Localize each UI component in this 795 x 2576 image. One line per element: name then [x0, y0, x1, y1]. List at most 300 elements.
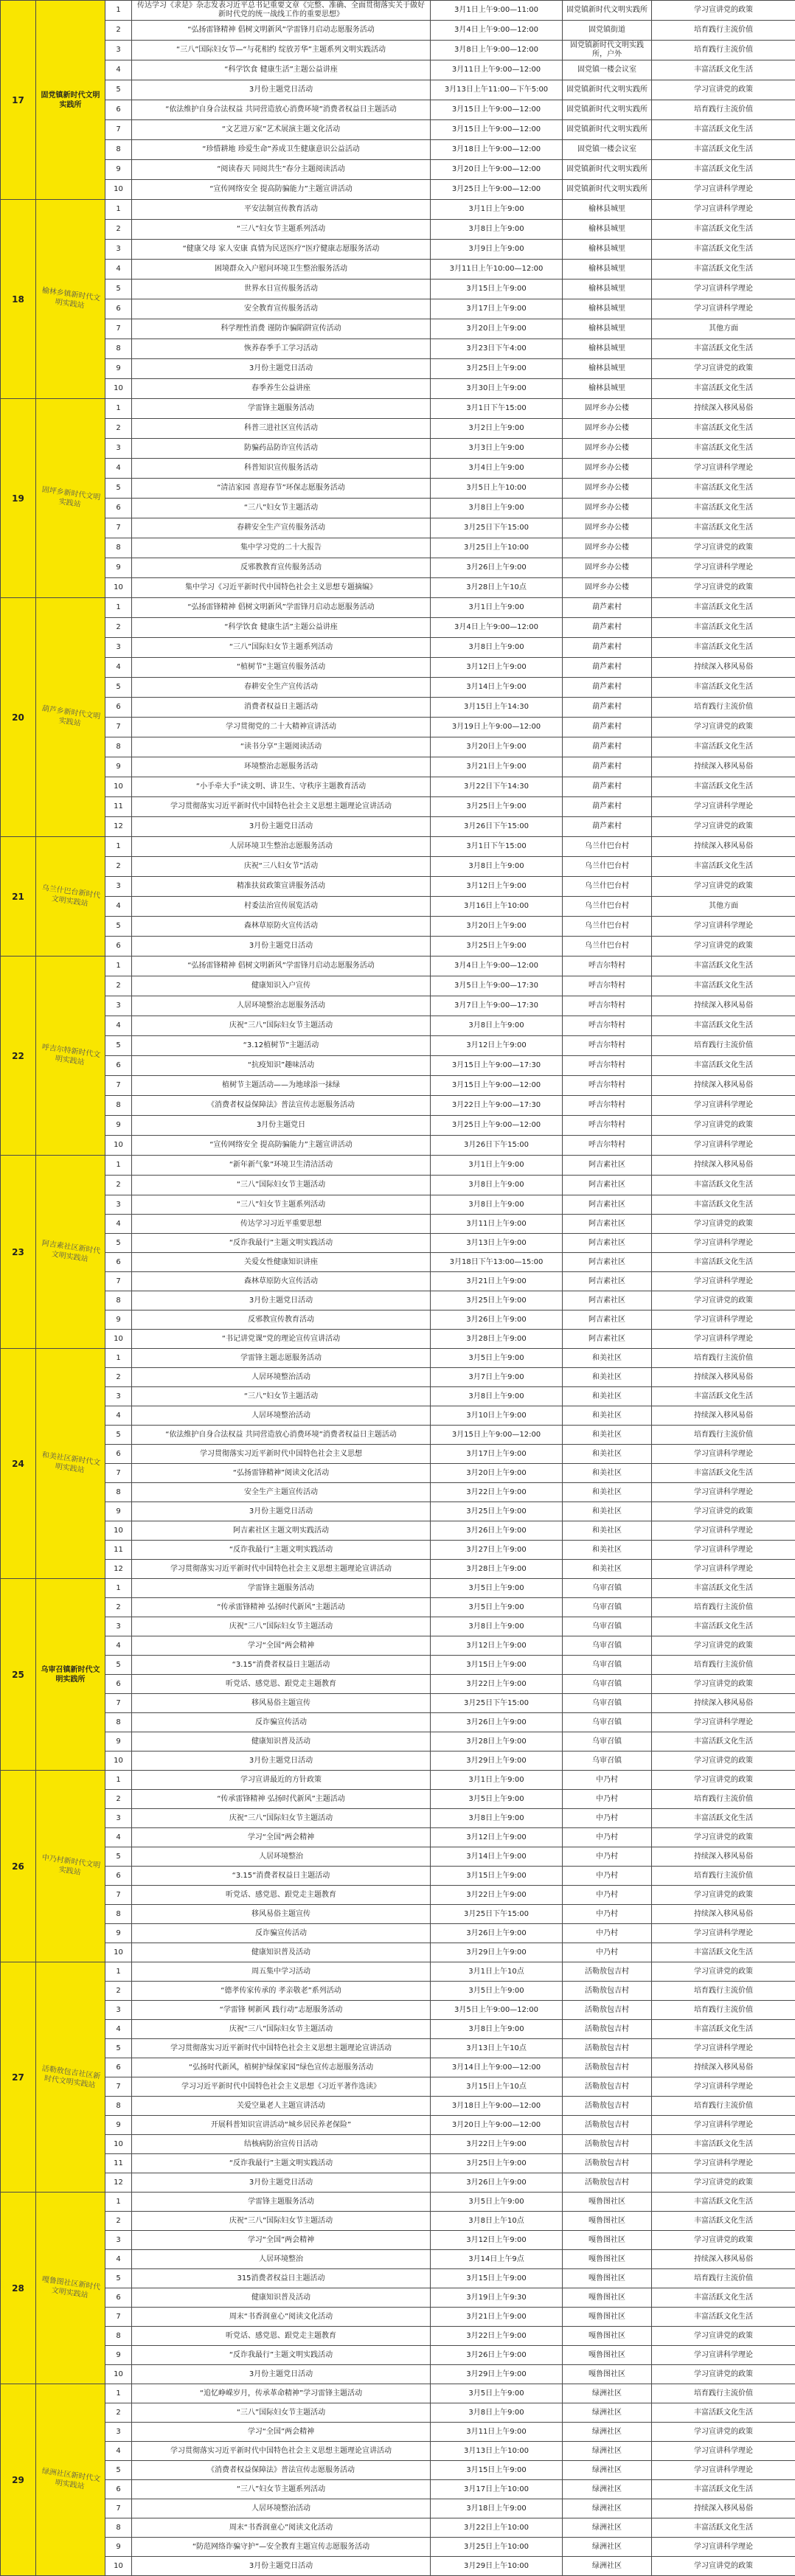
table-row	[1, 1483, 795, 1502]
activity-time: 3月16日上午10:00	[431, 897, 563, 917]
activity-category: 学习宣讲党的政策	[652, 1, 795, 21]
activity-category: 持续深入移风易俗	[652, 1847, 795, 1867]
activity-location: 绿洲社区	[563, 2499, 652, 2518]
item-index: 2	[105, 618, 132, 638]
activity-time: 3月15日上午9:00—12:00	[431, 100, 563, 120]
activity-category: 丰富活跃文化生活	[652, 339, 795, 359]
item-index: 6	[105, 937, 132, 957]
activity-category: 持续深入移风易俗	[652, 1156, 795, 1176]
table-row	[1, 1636, 795, 1656]
activity-location: 和美社区	[563, 1541, 652, 1560]
activity-location: 呼吉尔特村	[563, 1036, 652, 1056]
item-index: 9	[105, 160, 132, 180]
item-index: 1	[105, 837, 132, 857]
table-row	[1, 1982, 795, 2001]
table-row	[1, 1116, 795, 1136]
group-number: 27	[1, 1962, 36, 2193]
activity-location: 葫芦素村	[563, 757, 652, 777]
activity-name: 关爱女性健康知识讲座	[132, 1253, 431, 1272]
item-index: 9	[105, 2116, 132, 2135]
activity-category: 丰富活跃文化生活	[652, 777, 795, 797]
item-index: 10	[105, 578, 132, 598]
item-index: 1	[105, 2193, 132, 2212]
activity-location: 乌审召镇	[563, 1598, 652, 1617]
activity-name: “弘扬雷锋精神 倡树文明新风”学雷锋月启动志愿服务活动	[132, 21, 431, 41]
item-index: 9	[105, 2346, 132, 2365]
activity-category: 持续深入移风易俗	[652, 996, 795, 1016]
activity-category: 其他方面	[652, 897, 795, 917]
activity-category: 学习宣讲科学理论	[652, 280, 795, 299]
activity-name: 反诈骗宣传活动	[132, 1713, 431, 1732]
activity-time: 3月5日上午9:00	[431, 1598, 563, 1617]
table-row	[1, 319, 795, 339]
station-name-text: 呼吉尔特新时代文明实践站	[40, 1042, 102, 1069]
activity-category: 丰富活跃文化生活	[652, 439, 795, 459]
activity-category: 丰富活跃文化生活	[652, 1579, 795, 1598]
station-name-text: 绿洲社区新时代文明实践站	[40, 2466, 102, 2493]
activity-location: 固党镇新时代文明实践所	[563, 100, 652, 120]
table-row	[1, 817, 795, 837]
table-row	[1, 120, 795, 140]
activity-category: 丰富活跃文化生活	[652, 479, 795, 499]
activity-category: 持续深入移风易俗	[652, 1694, 795, 1713]
activity-name: 反诈骗宣传活动	[132, 1924, 431, 1943]
activity-time: 3月29日上午9:00	[431, 2365, 563, 2384]
table-row	[1, 1176, 795, 1195]
activity-time: 3月5日上午9:00	[431, 1790, 563, 1809]
activity-time: 3月7日上午9:00—17:30	[431, 996, 563, 1016]
group-number: 24	[1, 1349, 36, 1579]
activity-location: 呼吉尔特村	[563, 996, 652, 1016]
item-index: 9	[105, 558, 132, 578]
item-index: 3	[105, 240, 132, 260]
activity-time: 3月5日上午9:00	[431, 2384, 563, 2403]
activity-time: 3月9日上午9:00	[431, 240, 563, 260]
activity-name: “宣传网络安全 提高防骗能力”主题宣讲活动	[132, 1136, 431, 1156]
activity-time: 3月8日上午9:00	[431, 1195, 563, 1215]
activity-name: 反邪教宣传教育活动	[132, 1310, 431, 1330]
activity-name: 安全教育宣传服务活动	[132, 299, 431, 319]
schedule-body	[1, 1, 795, 2576]
activity-time: 3月13日上午10:00	[431, 2442, 563, 2461]
item-index: 6	[105, 2288, 132, 2308]
activity-name: “3.15”消费者权益日主题活动	[132, 1656, 431, 1675]
activity-location: 呼吉尔特村	[563, 1076, 652, 1096]
item-index: 1	[105, 1156, 132, 1176]
item-index: 3	[105, 2423, 132, 2442]
activity-name: 3月份主题党日活动	[132, 1291, 431, 1310]
table-row	[1, 2135, 795, 2154]
item-index: 6	[105, 1867, 132, 1886]
activity-name: 结核病防治宣传日活动	[132, 2135, 431, 2154]
item-index: 8	[105, 1096, 132, 1116]
item-index: 3	[105, 1387, 132, 1406]
activity-name: “弘扬雷锋精神 倡树文明新风”学雷锋月启动志愿服务活动	[132, 957, 431, 976]
activity-time: 3月29日上午10:00	[431, 2557, 563, 2576]
activity-location: 葫芦素村	[563, 737, 652, 757]
activity-name: 3月份主题党日活动	[132, 80, 431, 100]
activity-time: 3月20日上午9:00	[431, 737, 563, 757]
activity-time: 3月15日上午9:00	[431, 2269, 563, 2288]
activity-time: 3月19日上午9:30	[431, 2288, 563, 2308]
activity-location: 阿吉素社区	[563, 1195, 652, 1215]
table-row	[1, 2327, 795, 2346]
activity-time: 3月5日上午9:00—17:30	[431, 976, 563, 996]
table-row	[1, 757, 795, 777]
station-name-text: 葫芦乡新时代文明实践站	[40, 704, 102, 731]
activity-name: 健康知识入户宣传	[132, 976, 431, 996]
activity-location: 乌审召镇	[563, 1713, 652, 1732]
activity-time: 3月22日下午14:30	[431, 777, 563, 797]
activity-name: 学习贯彻落实习近平新时代中国特色社会主义思想主题理论宣讲活动	[132, 2442, 431, 2461]
activity-location: 榆林县城里	[563, 359, 652, 379]
table-row	[1, 299, 795, 319]
table-row	[1, 1579, 795, 1598]
activity-time: 3月20日上午9:00	[431, 917, 563, 937]
activity-name: 春耕安全生产宣传活动	[132, 678, 431, 698]
table-row	[1, 518, 795, 538]
item-index: 9	[105, 1502, 132, 1521]
activity-location: 榆林县城里	[563, 379, 652, 399]
activity-category: 学习宣讲科学理论	[652, 1330, 795, 1349]
table-row	[1, 957, 795, 976]
activity-name: 春耕安全生产宣传服务活动	[132, 518, 431, 538]
activity-category: 学习宣讲科学理论	[652, 1713, 795, 1732]
activity-category: 学习宣讲科学理论	[652, 1136, 795, 1156]
activity-location: 乌审召镇	[563, 1675, 652, 1694]
activity-category: 学习宣讲党的政策	[652, 359, 795, 379]
activity-category: 丰富活跃文化生活	[652, 1176, 795, 1195]
activity-category: 持续深入移风易俗	[652, 399, 795, 419]
item-index: 8	[105, 2097, 132, 2116]
activity-name: “科学饮食 健康生活”主题公益讲座	[132, 618, 431, 638]
activity-name: 学习贯彻落实习近平新时代中国特色社会主义思想主题理论宣讲活动	[132, 797, 431, 817]
activity-category: 学习宣讲党的政策	[652, 538, 795, 558]
station-name	[36, 1771, 105, 1962]
activity-location: 榆林县城里	[563, 240, 652, 260]
activity-name: “三八”妇女节主题活动	[132, 1387, 431, 1406]
activity-time: 3月4日上午9:00	[431, 459, 563, 479]
activity-category: 学习宣讲科学理论	[652, 200, 795, 220]
activity-time: 3月1日上午10点	[431, 1962, 563, 1982]
item-index: 10	[105, 1521, 132, 1541]
group-number: 21	[1, 837, 36, 957]
activity-category: 学习宣讲党的政策	[652, 2365, 795, 2384]
activity-location: 葫芦素村	[563, 718, 652, 737]
item-index: 7	[105, 2308, 132, 2327]
activity-category: 丰富活跃文化生活	[652, 2212, 795, 2231]
activity-name: “三八”国际妇女节主题活动	[132, 2403, 431, 2423]
activity-time: 3月8日上午9:00	[431, 638, 563, 658]
activity-name: 庆祝“三八”国际妇女节主题活动	[132, 1617, 431, 1636]
activity-location: 绿洲社区	[563, 2538, 652, 2557]
activity-category: 学习宣讲科学理论	[652, 2442, 795, 2461]
activity-location: 中乃村	[563, 1828, 652, 1847]
activity-location: 和美社区	[563, 1502, 652, 1521]
activity-time: 3月18日上午9:00	[431, 2499, 563, 2518]
activity-time: 3月25日下午15:00	[431, 1694, 563, 1713]
activity-time: 3月20日上午9:00	[431, 319, 563, 339]
activity-location: 固党镇新时代文明实践所	[563, 160, 652, 180]
activity-time: 3月8日上午9:00	[431, 1617, 563, 1636]
activity-location: 乌审召镇	[563, 1617, 652, 1636]
item-index: 7	[105, 1076, 132, 1096]
activity-location: 固党镇新时代文明实践所，户外	[563, 41, 652, 60]
activity-category: 学习宣讲科学理论	[652, 299, 795, 319]
activity-time: 3月8日上午9:00	[431, 1387, 563, 1406]
activity-location: 呼吉尔特村	[563, 957, 652, 976]
item-index: 7	[105, 1464, 132, 1483]
activity-category: 培育践行主流价值	[652, 1656, 795, 1675]
activity-location: 乌审召镇	[563, 1579, 652, 1598]
item-index: 6	[105, 698, 132, 718]
activity-name: 学习“全国”两会精神	[132, 2423, 431, 2442]
activity-name: 人居环境整治	[132, 2250, 431, 2269]
activity-location: 榆林县城里	[563, 260, 652, 280]
table-row	[1, 538, 795, 558]
activity-location: 固坪乡办公楼	[563, 439, 652, 459]
activity-name: 3月份主题党日活动	[132, 2173, 431, 2193]
activity-category: 丰富活跃文化生活	[652, 957, 795, 976]
table-row	[1, 260, 795, 280]
table-row	[1, 996, 795, 1016]
activity-time: 3月30日上午9:00	[431, 379, 563, 399]
activity-name: “三八”妇女节主题活动	[132, 499, 431, 518]
activity-time: 3月1日上午9:00	[431, 1771, 563, 1790]
activity-time: 3月15日上午9:00—17:30	[431, 1056, 563, 1076]
item-index: 4	[105, 60, 132, 80]
activity-location: 嘎鲁图社区	[563, 2365, 652, 2384]
activity-location: 固坪乡办公楼	[563, 538, 652, 558]
item-index: 4	[105, 2020, 132, 2039]
activity-time: 3月8日上午9:00	[431, 2403, 563, 2423]
station-name	[36, 957, 105, 1156]
activity-location: 固党镇一楼会议室	[563, 140, 652, 160]
activity-category: 学习宣讲科学理论	[652, 1924, 795, 1943]
activity-location: 乌审召镇	[563, 1636, 652, 1656]
group-number: 17	[1, 1, 36, 200]
activity-category: 丰富活跃文化生活	[652, 2480, 795, 2499]
table-row	[1, 1, 795, 21]
activity-name: 学习贯彻落实习近平新时代中国特色社会主义思想主题理论宣讲活动	[132, 1560, 431, 1579]
activity-name: 庆祝“三八”国际妇女节主题活动	[132, 2020, 431, 2039]
activity-name: 传达学习习近平重要思想	[132, 1215, 431, 1234]
item-index: 5	[105, 479, 132, 499]
item-index: 2	[105, 419, 132, 439]
activity-time: 3月20日上午9:00—12:00	[431, 2116, 563, 2135]
table-row	[1, 976, 795, 996]
table-row	[1, 1076, 795, 1096]
table-row	[1, 1253, 795, 1272]
table-row	[1, 1136, 795, 1156]
activity-name: 学雷锋主题服务活动	[132, 399, 431, 419]
activity-time: 3月5日上午10:00	[431, 479, 563, 499]
item-index: 4	[105, 260, 132, 280]
table-row	[1, 439, 795, 459]
activity-category: 丰富活跃文化生活	[652, 160, 795, 180]
item-index: 3	[105, 1195, 132, 1215]
activity-time: 3月5日上午9:00	[431, 1349, 563, 1368]
activity-name: “清洁家园 喜迎春节”环保志愿服务活动	[132, 479, 431, 499]
activity-category: 培育践行主流价值	[652, 1790, 795, 1809]
activity-location: 固坪乡办公楼	[563, 479, 652, 499]
activity-location: 乌审召镇	[563, 1656, 652, 1675]
activity-name: 移风易俗主题宣传	[132, 1905, 431, 1924]
activity-category: 丰富活跃文化生活	[652, 638, 795, 658]
station-name-text: 中乃村新时代文明实践站	[40, 1853, 102, 1880]
activity-name: 森林草原防火宣传活动	[132, 917, 431, 937]
activity-location: 呼吉尔特村	[563, 1096, 652, 1116]
item-index: 7	[105, 1694, 132, 1713]
item-index: 8	[105, 339, 132, 359]
activity-location: 嘎鲁图社区	[563, 2346, 652, 2365]
item-index: 3	[105, 996, 132, 1016]
item-index: 2	[105, 1982, 132, 2001]
activity-location: 中乃村	[563, 1867, 652, 1886]
activity-time: 3月8日上午9:00	[431, 857, 563, 877]
activity-location: 和美社区	[563, 1349, 652, 1368]
item-index: 3	[105, 877, 132, 897]
activity-name: 世界水日宣传服务活动	[132, 280, 431, 299]
activity-location: 固党镇新时代文明实践所	[563, 1, 652, 21]
station-name-text: 固党镇新时代文明实践所	[41, 91, 100, 109]
activity-location: 活勒敖包吉村	[563, 1962, 652, 1982]
activity-category: 丰富活跃文化生活	[652, 120, 795, 140]
activity-category: 丰富活跃文化生活	[652, 260, 795, 280]
activity-location: 阿吉素社区	[563, 1176, 652, 1195]
activity-name: 庆祝“三八”国际妇女节主题活动	[132, 2212, 431, 2231]
activity-time: 3月13日上午10点	[431, 2039, 563, 2058]
item-index: 3	[105, 41, 132, 60]
activity-category: 丰富活跃文化生活	[652, 1809, 795, 1828]
activity-name: 3月份主题党日活动	[132, 2557, 431, 2576]
table-row	[1, 2154, 795, 2173]
activity-location: 葫芦素村	[563, 698, 652, 718]
item-index: 7	[105, 1886, 132, 1905]
activity-time: 3月20日上午9:00—12:00	[431, 160, 563, 180]
item-index: 4	[105, 897, 132, 917]
table-row	[1, 1291, 795, 1310]
activity-category: 学习宣讲党的政策	[652, 2173, 795, 2193]
table-row	[1, 857, 795, 877]
item-index: 9	[105, 1116, 132, 1136]
table-row	[1, 2384, 795, 2403]
activity-time: 3月1日上午9:00	[431, 1156, 563, 1176]
activity-name: 集中学习党的二十大报告	[132, 538, 431, 558]
table-row	[1, 797, 795, 817]
table-row	[1, 777, 795, 797]
activity-name: 3月份主题党日活动	[132, 359, 431, 379]
activity-name: 学习“全国”两会精神	[132, 2231, 431, 2250]
activity-category: 丰富活跃文化生活	[652, 1943, 795, 1962]
station-name	[36, 200, 105, 399]
activity-location: 葫芦素村	[563, 598, 652, 618]
activity-category: 丰富活跃文化生活	[652, 1617, 795, 1636]
activity-location: 榆林县城里	[563, 299, 652, 319]
activity-category: 培育践行主流价值	[652, 100, 795, 120]
activity-category: 学习宣讲党的政策	[652, 937, 795, 957]
table-row	[1, 698, 795, 718]
activity-time: 3月8日上午9:00	[431, 2020, 563, 2039]
activity-name: 学习“全国”两会精神	[132, 1636, 431, 1656]
activity-time: 3月29日上午9:00	[431, 1943, 563, 1962]
item-index: 5	[105, 1234, 132, 1253]
activity-name: “弘扬雷锋精神 倡树文明新风”学雷锋月启动志愿服务活动	[132, 598, 431, 618]
table-row	[1, 1790, 795, 1809]
activity-category: 丰富活跃文化生活	[652, 2518, 795, 2538]
activity-category: 学习宣讲科学理论	[652, 2039, 795, 2058]
activity-category: 丰富活跃文化生活	[652, 140, 795, 160]
item-index: 8	[105, 737, 132, 757]
item-index: 2	[105, 976, 132, 996]
item-index: 3	[105, 2001, 132, 2020]
activity-location: 乌审召镇	[563, 1752, 652, 1771]
item-index: 1	[105, 1349, 132, 1368]
table-row	[1, 1464, 795, 1483]
activity-location: 活勒敖包吉村	[563, 2154, 652, 2173]
activity-category: 学习宣讲科学理论	[652, 2116, 795, 2135]
activity-time: 3月8日上午9:00	[431, 220, 563, 240]
activity-location: 和美社区	[563, 1426, 652, 1445]
item-index: 6	[105, 1056, 132, 1076]
group-number: 25	[1, 1579, 36, 1771]
activity-name: 学习“全国”两会精神	[132, 1828, 431, 1847]
activity-name: 学雷锋主题服务活动	[132, 1579, 431, 1598]
activity-category: 学习宣讲党的政策	[652, 2557, 795, 2576]
item-index: 4	[105, 1406, 132, 1426]
activity-name: 3月份主题党日	[132, 1116, 431, 1136]
activity-location: 活勒敖包吉村	[563, 2001, 652, 2020]
activity-category: 学习宣讲科学理论	[652, 1560, 795, 1579]
activity-name: 3月份主题党日活动	[132, 2365, 431, 2384]
activity-time: 3月21日上午9:00	[431, 2308, 563, 2327]
activity-name: 《消费者权益保障法》普法宣传志愿服务活动	[132, 1096, 431, 1116]
item-index: 2	[105, 1598, 132, 1617]
activity-category: 丰富活跃文化生活	[652, 1464, 795, 1483]
activity-time: 3月1日上午9:00	[431, 200, 563, 220]
activity-location: 固坪乡办公楼	[563, 518, 652, 538]
activity-location: 和美社区	[563, 1560, 652, 1579]
table-row	[1, 60, 795, 80]
activity-time: 3月8日上午9:00	[431, 1176, 563, 1195]
activity-category: 丰富活跃文化生活	[652, 1195, 795, 1215]
table-row	[1, 359, 795, 379]
group-number: 18	[1, 200, 36, 399]
activity-category: 丰富活跃文化生活	[652, 1056, 795, 1076]
activity-category: 持续深入移风易俗	[652, 1406, 795, 1426]
activity-location: 嘎鲁图社区	[563, 2193, 652, 2212]
activity-name: 《消费者权益保障法》普法宣传志愿服务活动	[132, 2461, 431, 2480]
table-row	[1, 2212, 795, 2231]
activity-location: 中乃村	[563, 1809, 652, 1828]
table-row	[1, 1924, 795, 1943]
group-number: 20	[1, 598, 36, 837]
activity-location: 活勒敖包吉村	[563, 1982, 652, 2001]
table-row	[1, 339, 795, 359]
table-row	[1, 1406, 795, 1426]
station-name-text: 固坪乡新时代文明实践站	[40, 485, 102, 512]
activity-name: “阅读春天 同阅共生”春分主题阅读活动	[132, 160, 431, 180]
activity-time: 3月7日上午9:00	[431, 1368, 563, 1387]
activity-location: 和美社区	[563, 1368, 652, 1387]
activity-category: 丰富活跃文化生活	[652, 1016, 795, 1036]
activity-location: 和美社区	[563, 1521, 652, 1541]
activity-name: 恢养春季手工学习活动	[132, 339, 431, 359]
station-name-text: 嘎鲁图社区新时代文明实践站	[40, 2274, 102, 2302]
activity-time: 3月1日上午9:00—11:00	[431, 1, 563, 21]
activity-name: “三八”妇女节主题系列活动	[132, 220, 431, 240]
activity-time: 3月5日上午9:00	[431, 2193, 563, 2212]
